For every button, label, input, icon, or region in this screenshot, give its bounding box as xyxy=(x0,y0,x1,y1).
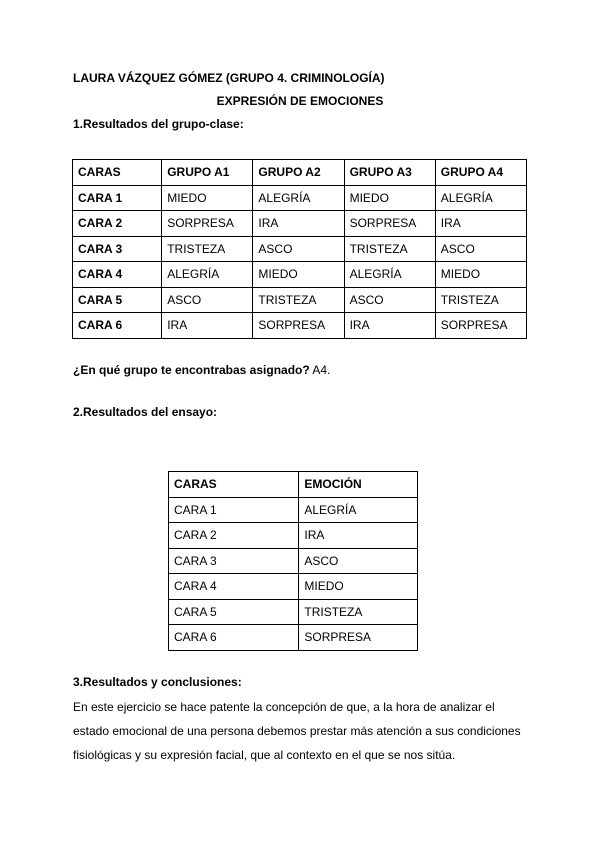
row-header-cell: CARA 4 xyxy=(73,262,162,288)
table-cell: IRA xyxy=(344,313,435,339)
table-cell: ALEGRÍA xyxy=(435,185,526,211)
header-cell: EMOCIÓN xyxy=(299,472,418,498)
trial-results-table xyxy=(168,471,418,651)
table-row xyxy=(169,625,418,651)
row-header-cell: CARA 2 xyxy=(73,211,162,237)
table-cell: TRISTEZA xyxy=(253,287,344,313)
table-cell: SORPRESA xyxy=(299,625,418,651)
table-cell: SORPRESA xyxy=(253,313,344,339)
section2-heading: 2.Resultados del ensayo: xyxy=(73,405,218,419)
table-cell: ASCO xyxy=(162,287,253,313)
document-title xyxy=(0,94,600,108)
header-cell: GRUPO A1 xyxy=(162,160,253,186)
table-cell: MIEDO xyxy=(435,262,526,288)
table-row xyxy=(169,574,418,600)
header-cell: GRUPO A4 xyxy=(435,160,526,186)
table-row xyxy=(73,313,527,339)
table-cell: CARA 2 xyxy=(169,523,299,549)
header-cell: CARAS xyxy=(73,160,162,186)
table-row xyxy=(169,548,418,574)
table-cell: IRA xyxy=(435,211,526,237)
table-cell: ASCO xyxy=(253,236,344,262)
section1-heading: 1.Resultados del grupo-clase: xyxy=(73,117,244,131)
table-cell: TRISTEZA xyxy=(435,287,526,313)
table-cell: ALEGRÍA xyxy=(162,262,253,288)
table-cell: ALEGRÍA xyxy=(299,497,418,523)
table-row xyxy=(73,262,527,288)
table-row xyxy=(73,185,527,211)
conclusions-paragraph: En este ejercicio se hace patente la concepción de que, a la hora de analizar el estado emocional de una persona debemos prestar más atención a sus condiciones fisiológicas y su expresión facial, que al contexto en el que se nos sitúa. xyxy=(73,700,521,762)
table-cell: ALEGRÍA xyxy=(344,262,435,288)
table-cell: IRA xyxy=(253,211,344,237)
answer-text: A4. xyxy=(309,363,331,377)
table-cell: CARA 4 xyxy=(169,574,299,600)
table-cell: TRISTEZA xyxy=(299,599,418,625)
table-row xyxy=(73,236,527,262)
table-cell: IRA xyxy=(162,313,253,339)
row-header-cell: CARA 1 xyxy=(73,185,162,211)
table-cell: CARA 1 xyxy=(169,497,299,523)
header-cell: CARAS xyxy=(169,472,299,498)
table-row xyxy=(73,211,527,237)
table-row xyxy=(169,497,418,523)
table-cell: MIEDO xyxy=(299,574,418,600)
table-cell: ASCO xyxy=(299,548,418,574)
table-cell: TRISTEZA xyxy=(344,236,435,262)
table-row xyxy=(73,287,527,313)
table-cell: MIEDO xyxy=(253,262,344,288)
header-cell: GRUPO A3 xyxy=(344,160,435,186)
table-cell: SORPRESA xyxy=(344,211,435,237)
table-cell: MIEDO xyxy=(344,185,435,211)
table-cell: CARA 6 xyxy=(169,625,299,651)
question-text: ¿En qué grupo te encontrabas asignado? xyxy=(73,363,310,377)
table-cell: SORPRESA xyxy=(162,211,253,237)
table-cell: ASCO xyxy=(344,287,435,313)
table-cell: CARA 5 xyxy=(169,599,299,625)
header-cell: GRUPO A2 xyxy=(253,160,344,186)
author-line: LAURA VÁZQUEZ GÓMEZ (GRUPO 4. CRIMINOLOGÍA) xyxy=(73,71,385,85)
table-row xyxy=(169,523,418,549)
document-title-text: EXPRESIÓN DE EMOCIONES xyxy=(216,94,384,108)
table-cell: MIEDO xyxy=(162,185,253,211)
table-cell: SORPRESA xyxy=(435,313,526,339)
row-header-cell: CARA 6 xyxy=(73,313,162,339)
table-cell: CARA 3 xyxy=(169,548,299,574)
row-header-cell: CARA 3 xyxy=(73,236,162,262)
table-row xyxy=(169,599,418,625)
table-cell: ASCO xyxy=(435,236,526,262)
row-header-cell: CARA 5 xyxy=(73,287,162,313)
table-header-row xyxy=(169,472,418,498)
table-header-row xyxy=(73,160,527,186)
group-question xyxy=(73,363,330,377)
table-cell: IRA xyxy=(299,523,418,549)
table-cell: ALEGRÍA xyxy=(253,185,344,211)
section3-heading: 3.Resultados y conclusiones: xyxy=(73,675,242,689)
table-cell: TRISTEZA xyxy=(162,236,253,262)
group-results-table xyxy=(72,159,527,339)
